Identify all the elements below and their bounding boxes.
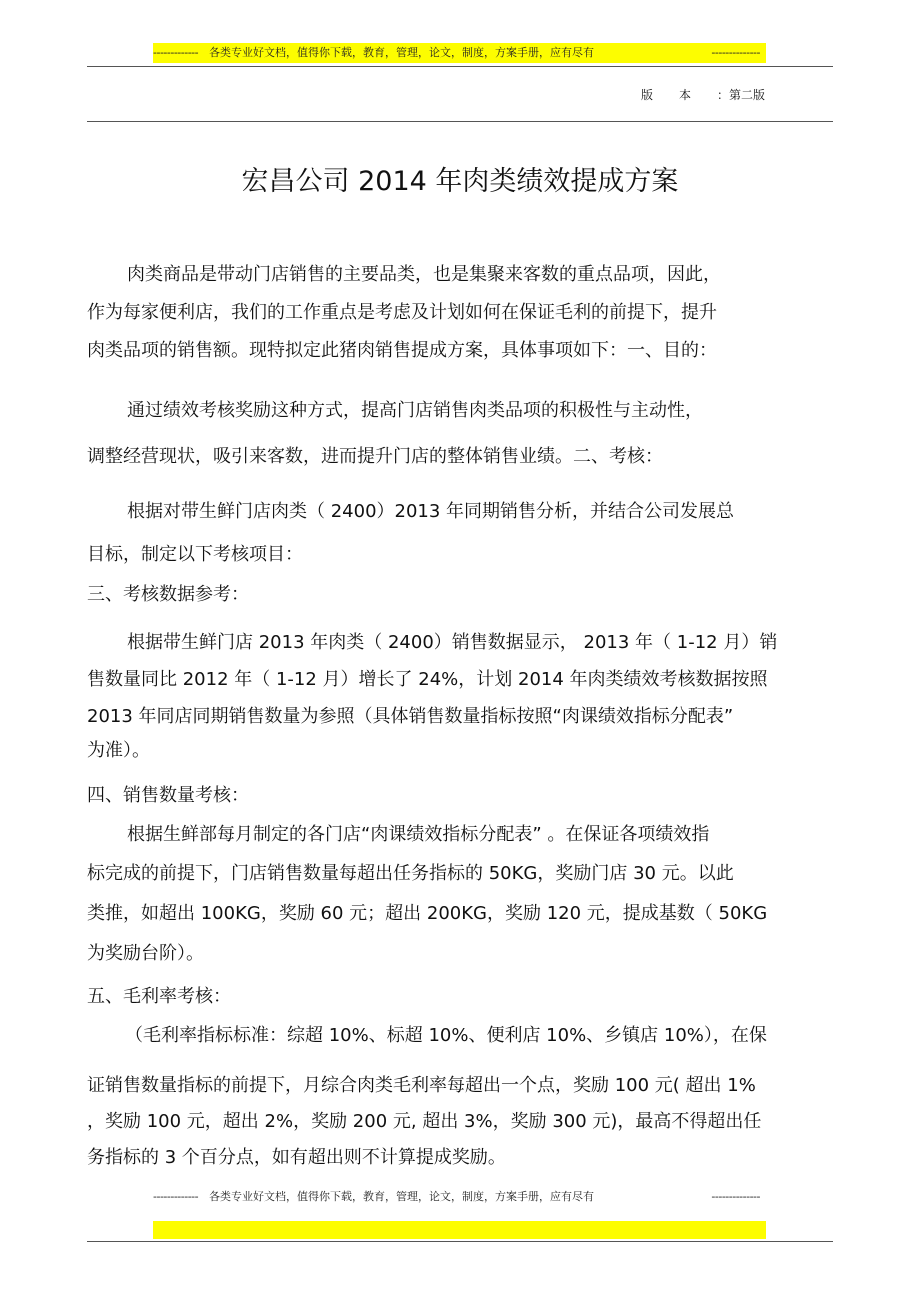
footer-banner-text: 各类专业好文档，值得你下载，教育，管理，论文，制度，方案手册，应有尽有 <box>209 1190 594 1203</box>
body-line: 肉类商品是带动门店销售的主要品类，也是集聚来客数的重点品项，因此， <box>127 264 721 285</box>
version-label: 版本 <box>641 88 718 102</box>
section-heading-5: 五、毛利率考核： <box>87 986 231 1007</box>
body-line: 目标，制定以下考核项目： <box>87 544 303 565</box>
body-line: ，奖励 100 元，超出 2%，奖励 200 元, 超出 3%，奖励 300 元)，最高不得超出任 <box>87 1111 762 1132</box>
footer-dashes-left: ------------- <box>153 1190 199 1203</box>
footer-dashes-right: -------------- <box>711 1190 760 1203</box>
banner-dashes-left: ------------- <box>153 46 199 59</box>
body-line: 售数量同比 2012 年（ 1-12 月）增长了 24%，计划 2014 年肉类绩效考核数据按照 <box>87 669 768 690</box>
document-title: 宏昌公司 2014 年肉类绩效提成方案 <box>241 166 679 197</box>
body-line: 作为每家便利店，我们的工作重点是考虑及计划如何在保证毛利的前提下，提升 <box>87 302 717 323</box>
body-line: 为准）。 <box>87 740 150 761</box>
footer-divider <box>87 1241 833 1242</box>
body-line: 类推，如超出 100KG，奖励 60 元；超出 200KG，奖励 120 元，提成基数（ 50KG <box>87 903 768 924</box>
version-line <box>641 86 765 104</box>
body-line: 务指标的 3 个百分点，如有超出则不计算提成奖励。 <box>87 1147 506 1168</box>
body-line: 标完成的前提下，门店销售数量每超出任务指标的 50KG，奖励门店 30 元。以此 <box>87 863 734 884</box>
body-line: 通过绩效考核奖励这种方式，提高门店销售肉类品项的积极性与主动性， <box>127 400 703 421</box>
version-divider <box>87 121 833 122</box>
body-line: 肉类品项的销售额。现特拟定此猪肉销售提成方案，具体事项如下：一、目的： <box>87 340 717 361</box>
body-line: 2013 年同店同期销售数量为参照（具体销售数量指标按照“肉课绩效指标分配表” <box>87 706 734 727</box>
version-value: ：第二版 <box>717 88 766 102</box>
footer-banner <box>153 1187 766 1207</box>
footer-highlight-bar <box>153 1221 766 1239</box>
section-heading-3: 三、考核数据参考： <box>87 584 249 605</box>
body-line: 证销售数量指标的前提下，月综合肉类毛利率每超出一个点，奖励 100 元( 超出 1% <box>87 1075 756 1096</box>
body-line: 调整经营现状，吸引来客数，进而提升门店的整体销售业绩。二、考核： <box>87 446 663 467</box>
banner-dashes-right: -------------- <box>711 46 760 59</box>
body-line: 根据生鲜部每月制定的各门店“肉课绩效指标分配表” 。在保证各项绩效指 <box>127 824 710 845</box>
banner-text: 各类专业好文档，值得你下载，教育，管理，论文，制度，方案手册，应有尽有 <box>209 46 594 59</box>
body-line: （毛利率指标标准：综超 10%、标超 10%、便利店 10%、乡镇店 10%），在保 <box>125 1025 767 1046</box>
body-line: 根据带生鲜门店 2013 年肉类（ 2400）销售数据显示， 2013 年（ 1-12 月）销 <box>127 632 778 653</box>
header-banner <box>153 43 766 63</box>
section-heading-4: 四、销售数量考核： <box>87 785 249 806</box>
header-divider <box>87 66 833 67</box>
body-line: 根据对带生鲜门店肉类（ 2400）2013 年同期销售分析，并结合公司发展总 <box>127 501 735 522</box>
body-line: 为奖励台阶）。 <box>87 943 204 964</box>
